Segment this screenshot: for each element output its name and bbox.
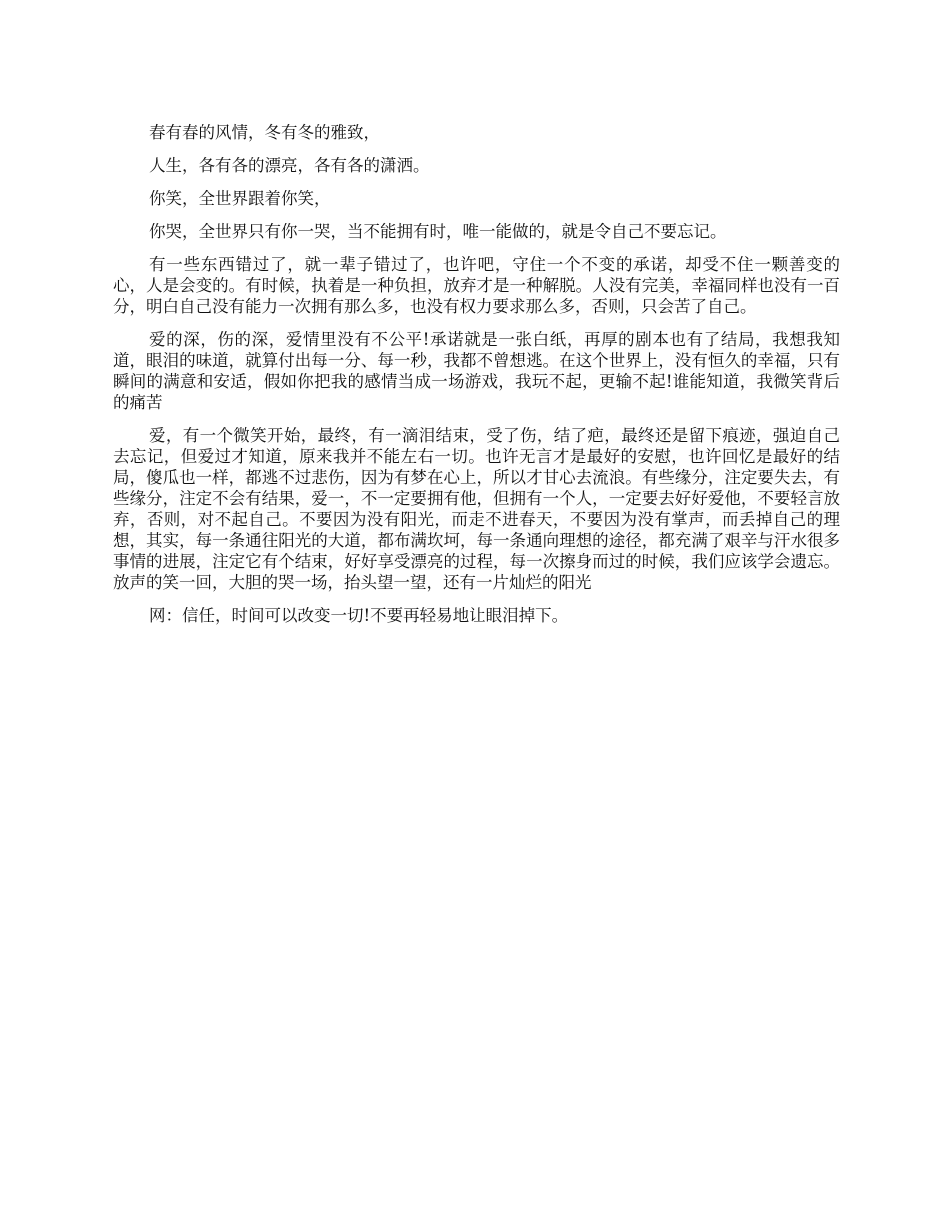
paragraph-3: 你笑，全世界跟着你笑， xyxy=(149,189,331,208)
paragraph-4: 你哭，全世界只有你一哭，当不能拥有时，唯一能做的，就是令自己不要忘记。 xyxy=(149,222,727,241)
document-page xyxy=(113,122,840,638)
paragraph-1: 春有春的风情，冬有冬的雅致， xyxy=(149,123,380,142)
paragraph-5: 有一些东西错过了，就一辈子错过了，也许吧，守住一个不变的承诺，却受不住一颗善变的心，人是会变的。有时候，执着是一种负担，放弃才是一种解脱。人没有完美，幸福同样也没有一百分，明白自己没有能力一次拥有那么多，也没有权力要求那么多，否则，只会苦了自己。 xyxy=(113,255,840,316)
paragraph-2: 人生，各有各的漂亮，各有各的潇洒。 xyxy=(149,156,430,175)
paragraph-7: 爱，有一个微笑开始，最终，有一滴泪结束，受了伤，结了疤，最终还是留下痕迹，强迫自己去忘记，但爱过才知道，原来我并不能左右一切。也许无言才是最好的安慰，也许回忆是最好的结局，傻瓜也一样，都逃不过悲伤，因为有梦在心上，所以才甘心去流浪。有些缘分，注定要失去，有些缘分，注定不会有结果，爱一，不一定要拥有他，但拥有一个人，一定要去好好爱他，不要轻言放弃，否则，对不起自己。不要因为没有阳光，而走不进春天，不要因为没有掌声，而丢掉自己的理想，其实，每一条通往阳光的大道，都布满坎坷，每一条通向理想的途径，都充满了艰辛与汗水很多事情的进展，注定它有个结束，好好享受漂亮的过程，每一次擦身而过的时候，我们应该学会遗忘。放声的笑一回，大胆的哭一场，抬头望一望，还有一片灿烂的阳光 xyxy=(113,426,840,592)
paragraph-6: 爱的深，伤的深，爱情里没有不公平!承诺就是一张白纸，再厚的剧本也有了结局，我想我知道，眼泪的味道，就算付出每一分、每一秒，我都不曾想逃。在这个世界上，没有恒久的幸福，只有瞬间的满意和安适，假如你把我的感情当成一场游戏，我玩不起，更输不起!谁能知道，我微笑背后的痛苦 xyxy=(113,330,840,412)
paragraph-8: 网：信任，时间可以改变一切!不要再轻易地让眼泪掉下。 xyxy=(149,606,569,625)
